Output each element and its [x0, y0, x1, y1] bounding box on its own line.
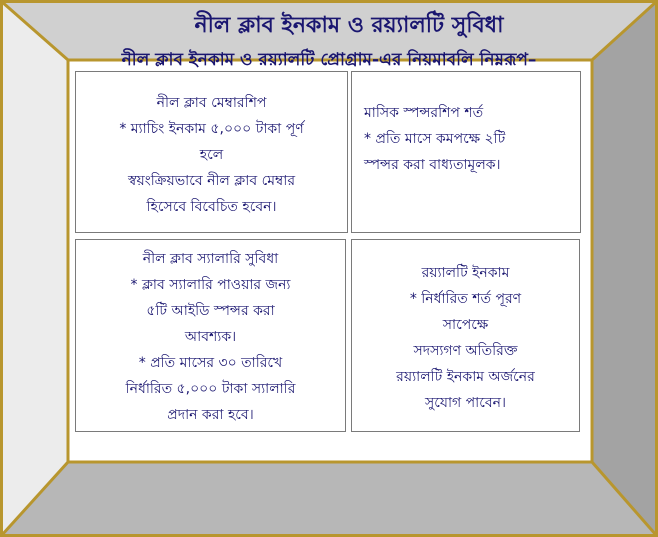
card-line: * ক্লাব স্যালারি পাওয়ার জন্য — [130, 277, 291, 293]
card-line: সুযোগ পাবেন। — [425, 395, 506, 411]
card-monthly-sponsorship — [351, 71, 581, 233]
card-line: সদস্যগণ অতিরিক্ত — [413, 343, 518, 359]
card-heading: নীল ক্লাব মেম্বারশিপ — [156, 95, 267, 111]
card-line: * নির্ধারিত শর্ত পূরণ — [409, 291, 522, 307]
card-heading: মাসিক স্পন্সরশিপ শর্ত — [364, 105, 484, 121]
page-title: নীল ক্লাব ইনকাম ও রয়্যালটি সুবিধা — [194, 13, 504, 38]
card-line: স্বয়ংক্রিয়ভাবে নীল ক্লাব মেম্বার — [127, 173, 296, 189]
card-line: নির্ধারিত ৫,০০০ টাকা স্যালারি — [125, 381, 296, 397]
page-subtitle: নীল ক্লাব ইনকাম ও রয়্যালটি প্রোগ্রাম-এর নিয়মাবলি নিম্নরূপ– — [121, 50, 537, 70]
card-line: * প্রতি মাসে কমপক্ষে ২টি — [364, 131, 506, 147]
card-heading: নীল ক্লাব স্যালারি সুবিধা — [142, 251, 279, 267]
card-line: ৫টি আইডি স্পন্সর করা — [146, 303, 275, 319]
card-line: আবশ্যক। — [184, 329, 237, 345]
card-line: হলে — [199, 147, 224, 163]
left-wall — [0, 0, 68, 537]
card-line: সাপেক্ষে — [442, 317, 489, 333]
card-heading: রয়্যালটি ইনকাম — [421, 265, 510, 281]
card-line: * ম্যাচিং ইনকাম ৫,০০০ টাকা পূর্ণ — [119, 121, 304, 137]
card-membership — [75, 71, 348, 233]
card-line: * প্রতি মাসের ৩০ তারিখে — [138, 355, 283, 371]
card-salary — [75, 239, 346, 432]
card-line: স্পন্সর করা বাধ্যতামূলক। — [364, 157, 501, 173]
right-wall — [592, 0, 658, 537]
card-line: রয়্যালটি ইনকাম অর্জনের — [396, 369, 535, 385]
card-line: প্রদান করা হবে। — [167, 407, 254, 423]
floor — [0, 462, 658, 537]
card-line: হিসেবে বিবেচিত হবেন। — [146, 199, 277, 215]
card-royalty — [351, 239, 580, 432]
